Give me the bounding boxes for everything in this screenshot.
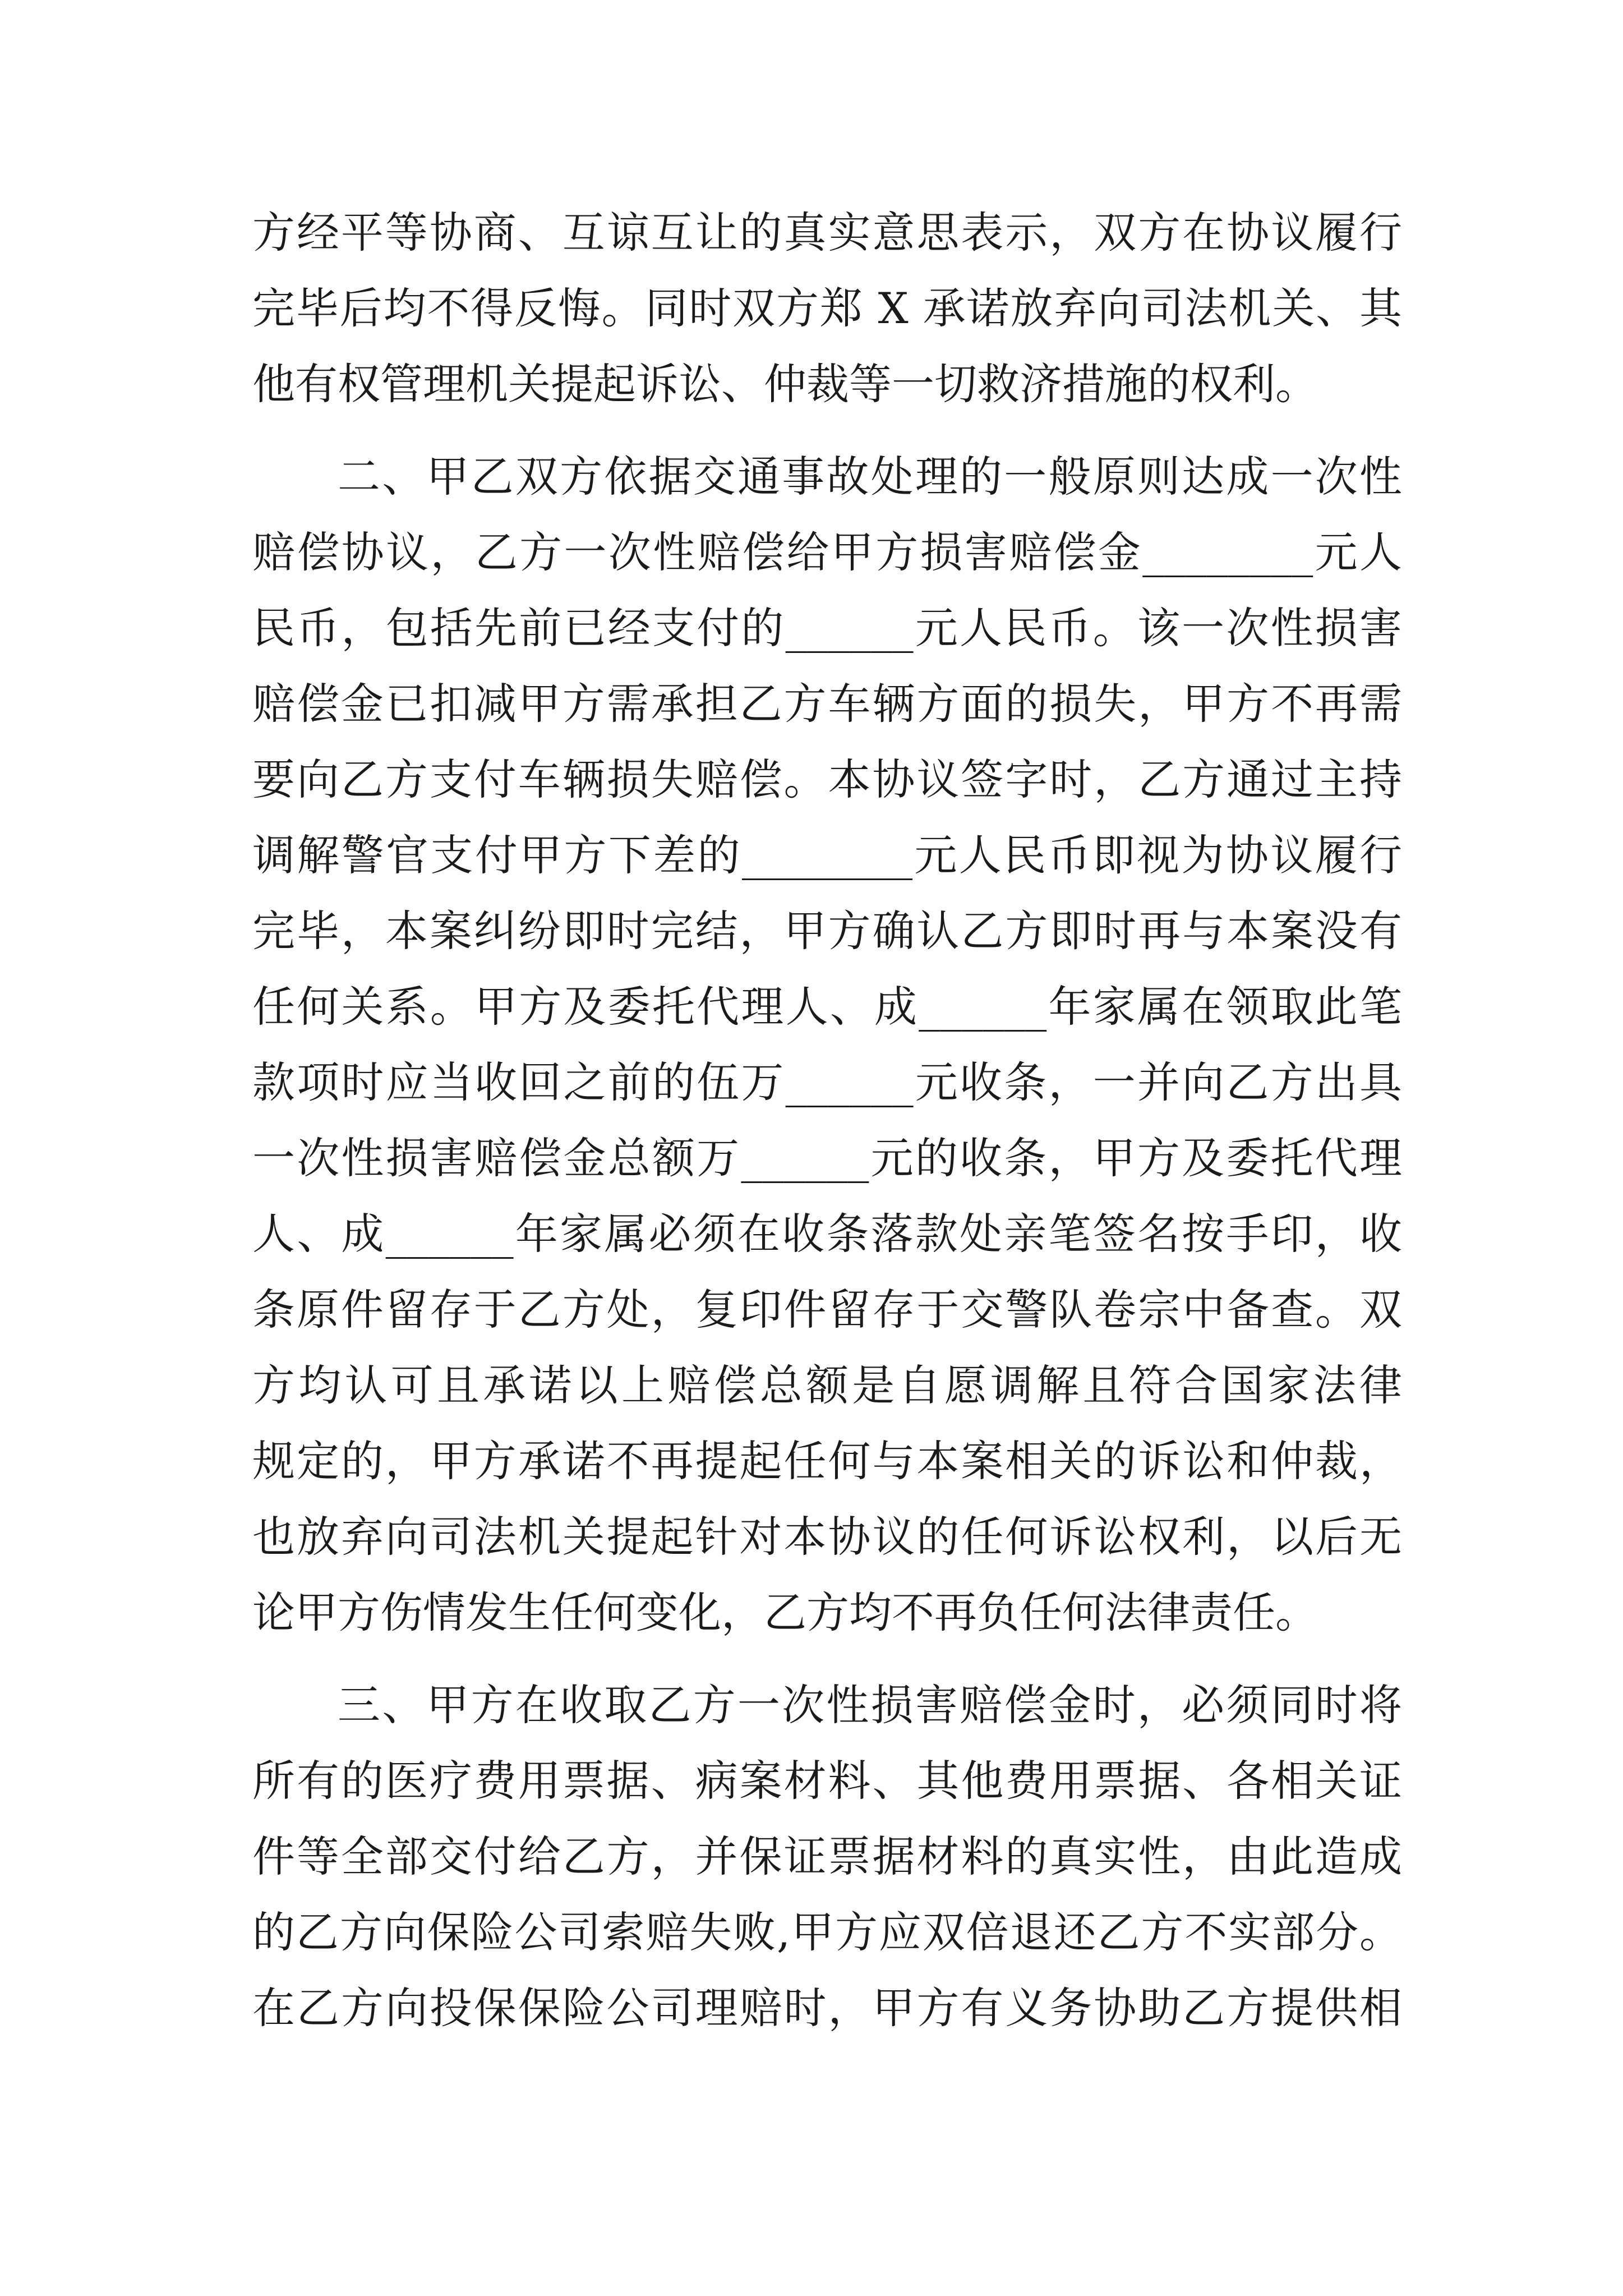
text-line: 方均认可且承诺以上赔偿总额是自愿调解且符合国家法律 (252, 1360, 1402, 1410)
text-line: 赔偿金已扣减甲方需承担乙方车辆方面的损失，甲方不再需 (252, 679, 1402, 729)
text-line: 的乙方向保险公司索赔失败,甲方应双倍退还乙方不实部分。 (252, 1907, 1402, 1957)
text-line: 完毕后均不得反悔。同时双方郑 X 承诺放弃向司法机关、其 (252, 283, 1402, 333)
text-line: 二、甲乙双方依据交通事故处理的一般原则达成一次性 (338, 452, 1402, 501)
text-line: 赔偿协议，乙方一次性赔偿给甲方损害赔偿金________元人 (252, 527, 1402, 577)
text-line: 所有的医疗费用票据、病案材料、其他费用票据、各相关证 (252, 1756, 1402, 1806)
text-line: 在乙方向投保保险公司理赔时，甲方有义务协助乙方提供相 (252, 1983, 1402, 2033)
text-line: 要向乙方支付车辆损失赔偿。本协议签字时，乙方通过主持 (252, 754, 1402, 804)
text-line: 论甲方伤情发生任何变化，乙方均不再负任何法律责任。 (252, 1588, 1318, 1637)
text-line: 件等全部交付给乙方，并保证票据材料的真实性，由此造成 (252, 1832, 1402, 1881)
text-line: 三、甲方在收取乙方一次性损害赔偿金时，必须同时将 (338, 1680, 1402, 1730)
text-line: 民币，包括先前已经支付的______元人民币。该一次性损害 (252, 603, 1402, 653)
text-line: 规定的，甲方承诺不再提起任何与本案相关的诉讼和仲裁， (252, 1436, 1402, 1486)
text-line: 完毕，本案纠纷即时完结，甲方确认乙方即时再与本案没有 (252, 906, 1402, 956)
text-line: 条原件留存于乙方处，复印件留存于交警队卷宗中备查。双 (252, 1285, 1402, 1335)
text-line: 调解警官支付甲方下差的________元人民币即视为协议履行 (252, 830, 1402, 880)
text-line: 也放弃向司法机关提起针对本协议的任何诉讼权利，以后无 (252, 1512, 1402, 1562)
text-line: 一次性损害赔偿金总额万______元的收条，甲方及委托代理 (252, 1133, 1402, 1183)
text-line: 他有权管理机关提起诉讼、仲裁等一切救济措施的权利。 (252, 359, 1318, 409)
text-line: 任何关系。甲方及委托代理人、成______年家属在领取此笔 (252, 982, 1402, 1032)
text-line: 人、成______年家属必须在收条落款处亲笔签名按手印，收 (252, 1209, 1402, 1259)
text-line: 方经平等协商、互谅互让的真实意思表示，双方在协议履行 (252, 208, 1402, 257)
text-line: 款项时应当收回之前的伍万______元收条，一并向乙方出具 (252, 1057, 1402, 1107)
